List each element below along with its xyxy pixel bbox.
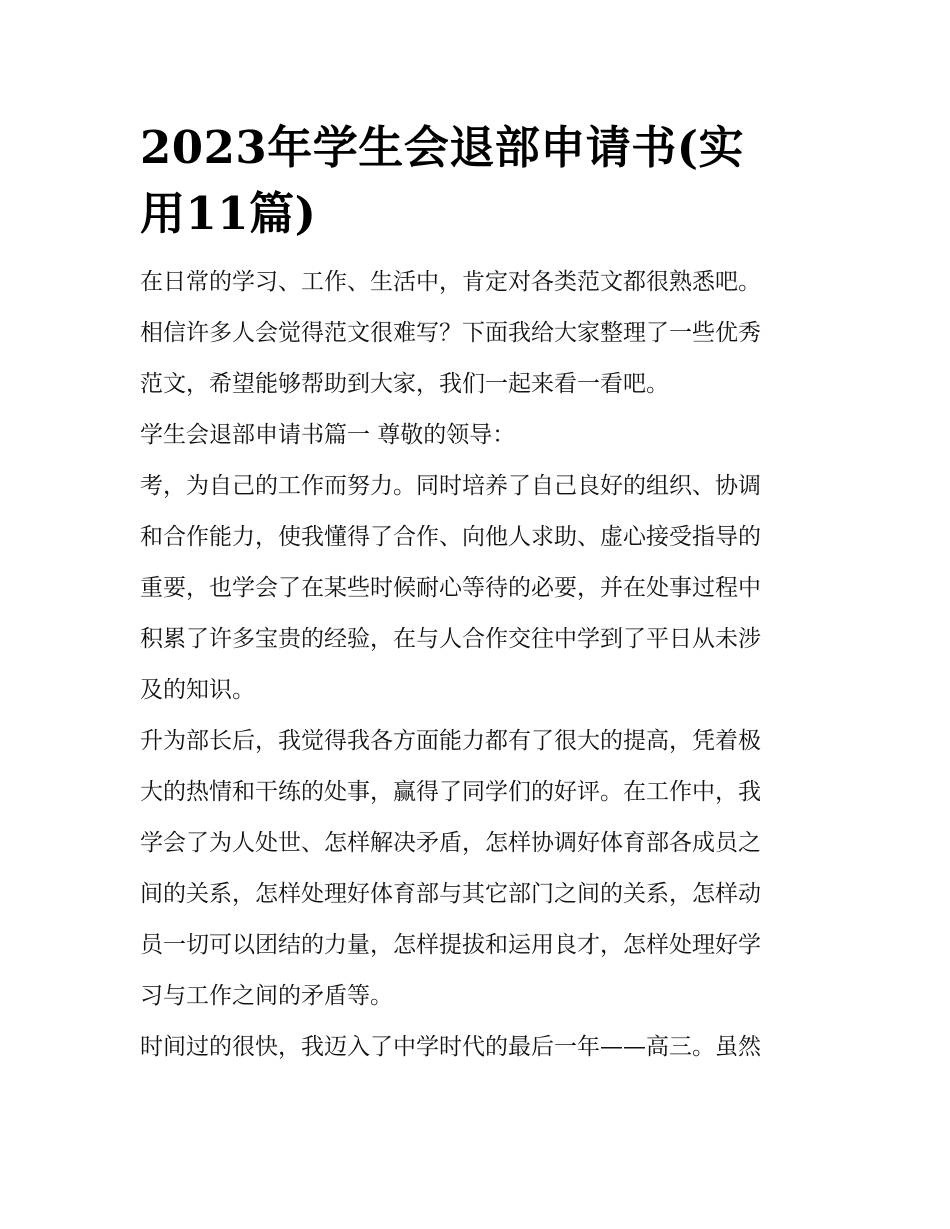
paragraph-intro — [140, 257, 820, 410]
text-line: 积累了许多宝贵的经验，在与人合作交往中学到了平日从未涉 — [140, 626, 761, 652]
text-line: 在日常的学习、工作、生活中，肯定对各类范文都很熟悉吧。 — [140, 269, 761, 295]
text-line: 学生会退部申请书篇一 尊敬的领导： — [140, 422, 516, 448]
text-line: 时间过的很快，我迈入了中学时代的最后一年——高三。虽然 — [140, 1034, 761, 1060]
paragraph-minister — [140, 716, 820, 1022]
text-line: 间的关系，怎样处理好体育部与其它部门之间的关系，怎样动 — [140, 881, 761, 907]
text-line: 学会了为人处世、怎样解决矛盾，怎样协调好体育部各成员之 — [140, 830, 761, 856]
text-line: 习与工作之间的矛盾等。 — [140, 983, 393, 1009]
document-title — [140, 115, 820, 247]
paragraph-heading-salutation — [140, 410, 820, 461]
text-line: 员一切可以团结的力量，怎样提拔和运用良才，怎样处理好学 — [140, 932, 761, 958]
text-line: 考，为自己的工作而努力。同时培养了自己良好的组织、协调 — [140, 473, 761, 499]
paragraph-experience — [140, 461, 820, 716]
text-line: 及的知识。 — [140, 677, 255, 703]
document-body — [140, 115, 820, 1073]
text-line: 相信许多人会觉得范文很难写？下面我给大家整理了一些优秀 — [140, 320, 761, 346]
text-line: 重要，也学会了在某些时候耐心等待的必要，并在处事过程中 — [140, 575, 761, 601]
text-line: 升为部长后，我觉得我各方面能力都有了很大的提高，凭着极 — [140, 728, 761, 754]
text-line: 范文，希望能够帮助到大家，我们一起来看一看吧。 — [140, 371, 669, 397]
paragraph-senior-year — [140, 1022, 820, 1073]
text-line: 和合作能力，使我懂得了合作、向他人求助、虚心接受指导的 — [140, 524, 761, 550]
title-line: 用11篇) — [140, 187, 317, 240]
text-line: 大的热情和干练的处事，赢得了同学们的好评。在工作中，我 — [140, 779, 761, 805]
title-line: 2023年学生会退部申请书(实 — [140, 121, 745, 174]
